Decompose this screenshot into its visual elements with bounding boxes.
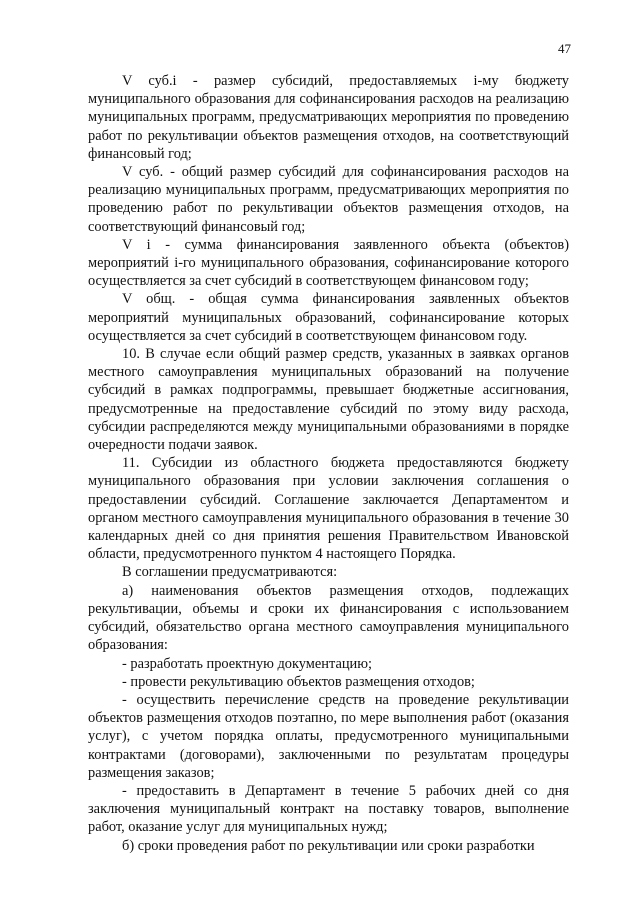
- page-number: 47: [558, 41, 571, 56]
- paragraph-v-i: V i - сумма финансирования заявленного объекта (объектов) мероприятий i-го муниципального образования, софинансирование которого осуществляется за счет субсидий в соответствующем финансовом году;: [88, 236, 569, 290]
- list-item-project-docs: - разработать проектную документацию;: [122, 655, 372, 672]
- paragraph-agreement-intro: В соглашении предусматриваются:: [122, 564, 338, 581]
- list-item-recultivation: - провести рекультивацию объектов размещения отходов;: [122, 673, 475, 690]
- paragraph-v-sub-i: V суб.i - размер субсидий, предоставляемых i-му бюджету муниципального образования для софинансирования расходов на реализацию муниципальных программ, предусматривающих мероприятия по проведению работ по рекультивации объектов размещения отходов, на соответствующий финансовый год;: [88, 73, 569, 162]
- paragraph-item-b: б) сроки проведения работ по рекультивации или сроки разработки: [122, 837, 535, 854]
- list-item-funds-transfer: - осуществить перечисление средств на проведение рекультивации объектов размещения отходов поэтапно, по мере выполнения работ (оказания услуг), с учетом порядка оплаты, предусмотренного муниципальными контрактами (договорами), заключенными по результатам процедуры размещения заказов;: [88, 691, 569, 781]
- paragraph-clause-10: 10. В случае если общий размер средств, указанных в заявках органов местного самоуправления муниципальных образований на получение субсидий в рамках подпрограммы, превышает бюджетные ассигнования, предусмотренные на предоставление субсидий по этому виду расхода, субсидии распределяются между муниципальными образованиями в порядке очередности подачи заявок.: [88, 346, 569, 454]
- list-item-contract-submission: - предоставить в Департамент в течение 5 рабочих дней со дня заключения муниципальный контракт на поставку товаров, выполнение работ, оказание услуг для муниципальных нужд;: [88, 782, 569, 836]
- paragraph-clause-11: 11. Субсидии из областного бюджета предоставляются бюджету муниципального образования при условии заключения соглашения о предоставлении субсидий. Соглашение заключается Департаментом и органом местного самоуправления муниципального образования в течение 30 календарных дней со дня принятия решения Правительством Ивановской области, предусмотренного пунктом 4 настоящего Порядка.: [88, 455, 569, 563]
- paragraph-v-total: V общ. - общая сумма финансирования заявленных объектов мероприятий муниципальных образований, софинансирование которых осуществляется за счет субсидий в соответствующем финансовом году.: [88, 291, 569, 344]
- paragraph-item-a: а) наименования объектов размещения отходов, подлежащих рекультивации, объемы и сроки их финансирования с использованием субсидий, обязательство органа местного самоуправления муниципального образования:: [88, 582, 569, 654]
- document-body: [88, 72, 569, 855]
- paragraph-v-sub-total: V суб. - общий размер субсидий для софинансирования расходов на реализацию муниципальных программ, предусматривающих мероприятия по проведению работ по рекультивации объектов размещения отходов, на соответствующий финансовый год;: [88, 164, 569, 235]
